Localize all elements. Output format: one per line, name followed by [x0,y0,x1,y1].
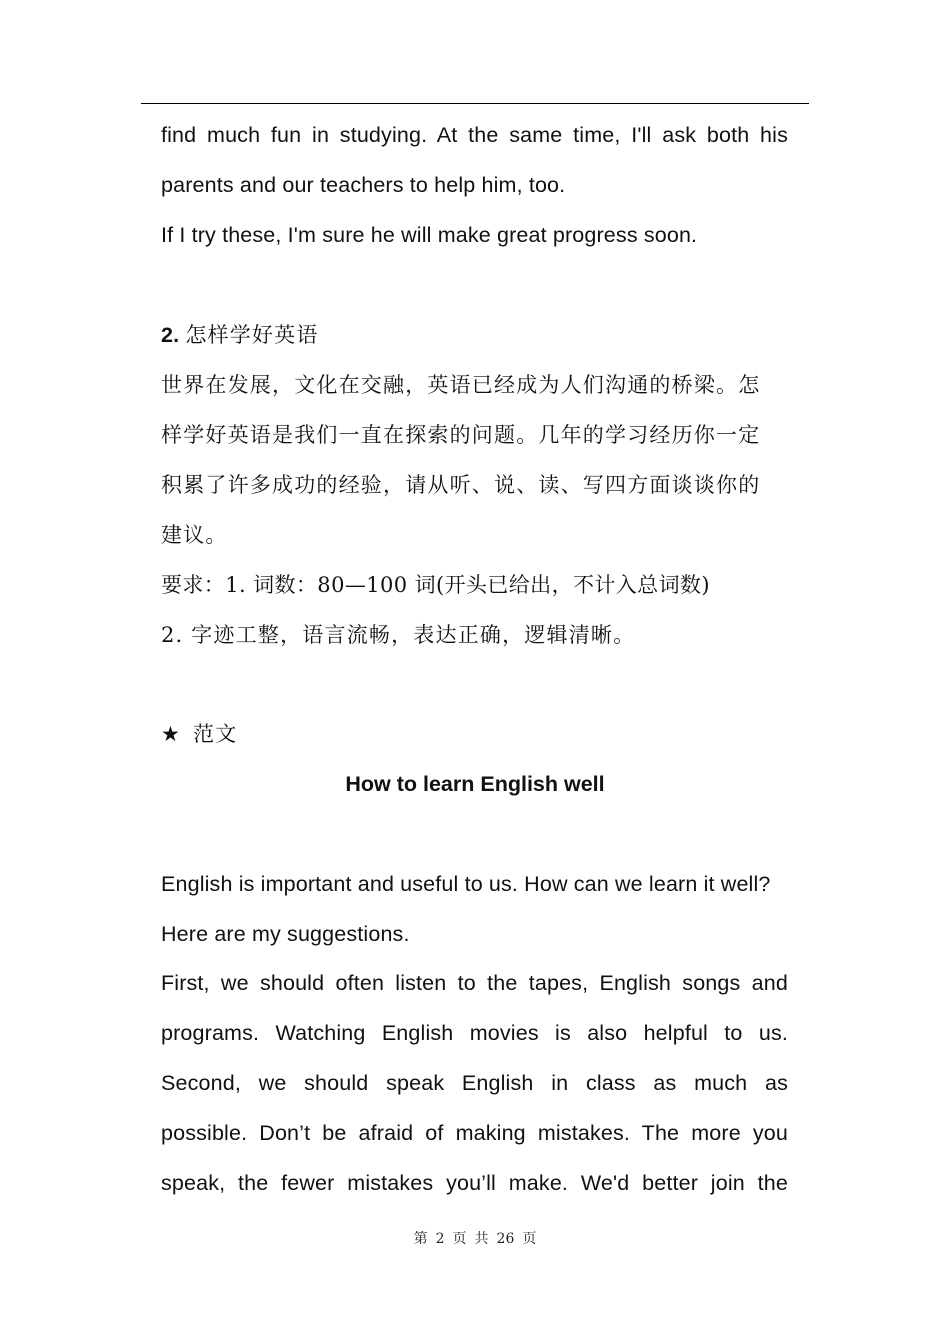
sample-body-line: speak, the fewer mistakes you’ll make. We'd better join the [161,1171,788,1195]
header-rule [141,103,809,104]
footer-suffix: 页 [522,1231,537,1247]
sample-body-line: English is important and useful to us. How can we learn it well? [161,872,771,896]
footer-prefix: 第 [413,1231,428,1247]
sample-title: How to learn English well [345,772,605,796]
prompt-line: 样学好英语是我们一直在探索的问题。几年的学习经历你一定 [161,423,761,447]
section-number: 2. [161,323,180,347]
star-icon: ★ [161,722,182,746]
prompt-line: 积累了许多成功的经验，请从听、说、读、写四方面谈谈你的 [161,473,761,497]
footer-current-page: 2 [435,1231,445,1247]
footer-total-word: 共 [474,1231,489,1247]
requirement-1: 要求：1. 词数：80—100 词(开头已给出，不计入总词数) [161,573,710,597]
body-line: If I try these, I'm sure he will make great progress soon. [161,223,698,247]
sample-body-line: possible. Don’t be afraid of making mistakes. The more you [161,1121,788,1145]
sample-body-line: programs. Watching English movies is also helpful to us. [161,1021,788,1045]
section-title: 怎样学好英语 [185,323,319,347]
footer-total-pages: 26 [496,1231,515,1247]
requirement-2: 2. 字迹工整，语言流畅，表达正确，逻辑清晰。 [161,623,636,647]
section-heading [161,320,319,350]
sample-label: 范文 [193,722,238,746]
prompt-line: 建议。 [161,523,228,547]
sample-body-line: Second, we should speak English in class as much as [161,1071,788,1095]
prompt-line: 世界在发展，文化在交融，英语已经成为人们沟通的桥梁。怎 [161,373,761,397]
sample-label-row [161,719,237,749]
page-footer [0,1228,950,1250]
footer-page-word: 页 [452,1231,467,1247]
sample-body-line: First, we should often listen to the tapes, English songs and [161,971,788,995]
body-line: parents and our teachers to help him, too. [161,173,566,197]
body-line: find much fun in studying. At the same time, I'll ask both his [161,123,788,147]
sample-body-line: Here are my suggestions. [161,922,410,946]
